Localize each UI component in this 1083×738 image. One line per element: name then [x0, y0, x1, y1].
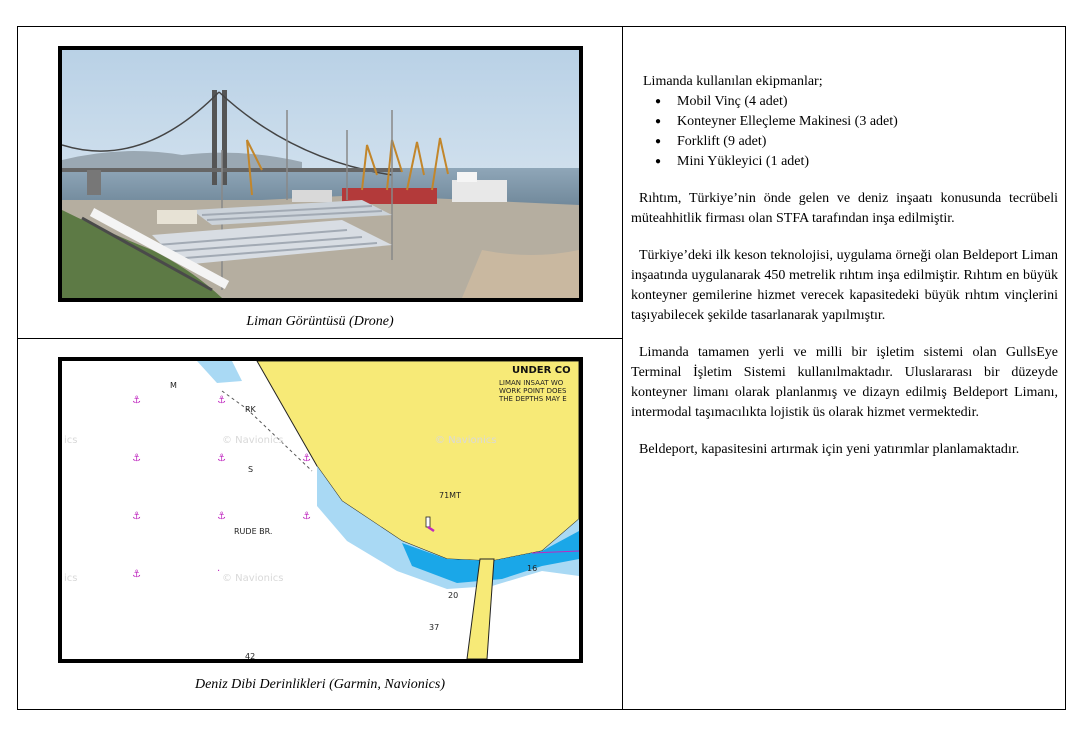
equipment-intro: Limanda kullanılan ekipmanlar; [643, 74, 823, 89]
port-photo-illustration [62, 50, 579, 298]
watermark-text: © Navionics [435, 435, 497, 446]
port-drone-photo [58, 46, 583, 302]
depth-label-71: 71MT [439, 491, 461, 500]
chart-label-m: M [170, 381, 177, 390]
depth-label-16: 16 [527, 564, 538, 573]
equipment-item: ● Mobil Vinç (4 adet) [655, 92, 1058, 112]
column-divider [622, 27, 623, 709]
watermark-text: © Navionics [222, 573, 284, 584]
investment-paragraph: Beldeport, kapasitesini artırmak için yeni yatırımlar planlamaktadır. [639, 442, 1020, 457]
chart-label-s: S [248, 465, 254, 474]
depth-label-42: 42 [245, 652, 256, 659]
depth-label-20: 20 [448, 591, 459, 600]
anchor-icon: ⚓ [302, 453, 311, 464]
anchor-icon: ⚓ [132, 453, 141, 464]
notice-line: WORK POINT DOES [499, 387, 567, 395]
watermark-text: © Navionics [222, 435, 284, 446]
depth-label-37: 37 [429, 623, 440, 632]
anchor-icon: · [217, 566, 221, 577]
anchor-icon: ⚓ [217, 395, 226, 406]
depth-chart-illustration [62, 361, 579, 659]
operating-system-paragraph: Limanda tamamen yerli ve milli bir işletim sistemi olan GullsEye Terminal İşletim Sistemi kullanılmaktadır. Uluslararası bir düzeyde konteyner limanı olarak planlanmış ve dizayn edilmiş Beldeport Limanı, intermodal taşımacılıkta lojistik üs olarak hizmet vermektedir. [631, 345, 1058, 420]
document-table [17, 26, 1066, 710]
row-divider [18, 338, 623, 339]
watermark-text: ics [64, 573, 78, 584]
anchor-icon: ⚓ [132, 511, 141, 522]
anchor-icon: ⚓ [132, 569, 141, 580]
anchor-icon: ⚓ [132, 395, 141, 406]
caisson-technology-paragraph: Türkiye’deki ilk keson teknolojisi, uygulama örneği olan Beldeport Liman inşaatında uygulanarak 450 metrelik rıhtım inşa edilmiştir. Rıhtım en büyük konteyner gemilerine hizmet verecek kapasitedeki büyük rıhtım vinçlerini taşıyabilecek şekilde tasarlanarak yapılmıştır. [631, 248, 1058, 323]
photo-caption: Liman Görüntüsü (Drone) [246, 314, 394, 329]
chart-label-rude: RUDE BR. [234, 527, 273, 536]
anchor-icon: ⚓ [217, 511, 226, 522]
port-description [631, 72, 1058, 477]
watermark-text: ics [64, 435, 78, 446]
chart-caption: Deniz Dibi Derinlikleri (Garmin, Navionics) [194, 677, 446, 692]
anchor-icon: ⚓ [217, 453, 226, 464]
under-construction-label: UNDER CO [512, 365, 571, 376]
nautical-depth-chart [58, 357, 583, 663]
notice-line: LIMAN INSAAT WO [499, 379, 564, 387]
equipment-item: ● Konteyner Elleçleme Makinesi (3 adet) [655, 112, 1058, 132]
equipment-list [631, 92, 1058, 172]
chart-label-rk: RK [245, 405, 256, 414]
equipment-item: ● Forklift (9 adet) [655, 132, 1058, 152]
quay-construction-paragraph: Rıhtım, Türkiye’nin önde gelen ve deniz inşaatı konusunda tecrübeli müteahhitlik firması olan STFA tarafından inşa edilmiştir. [631, 191, 1058, 226]
notice-line: THE DEPTHS MAY E [499, 395, 567, 403]
equipment-item: ● Mini Yükleyici (1 adet) [655, 152, 1058, 172]
anchor-icon: ⚓ [302, 511, 311, 522]
